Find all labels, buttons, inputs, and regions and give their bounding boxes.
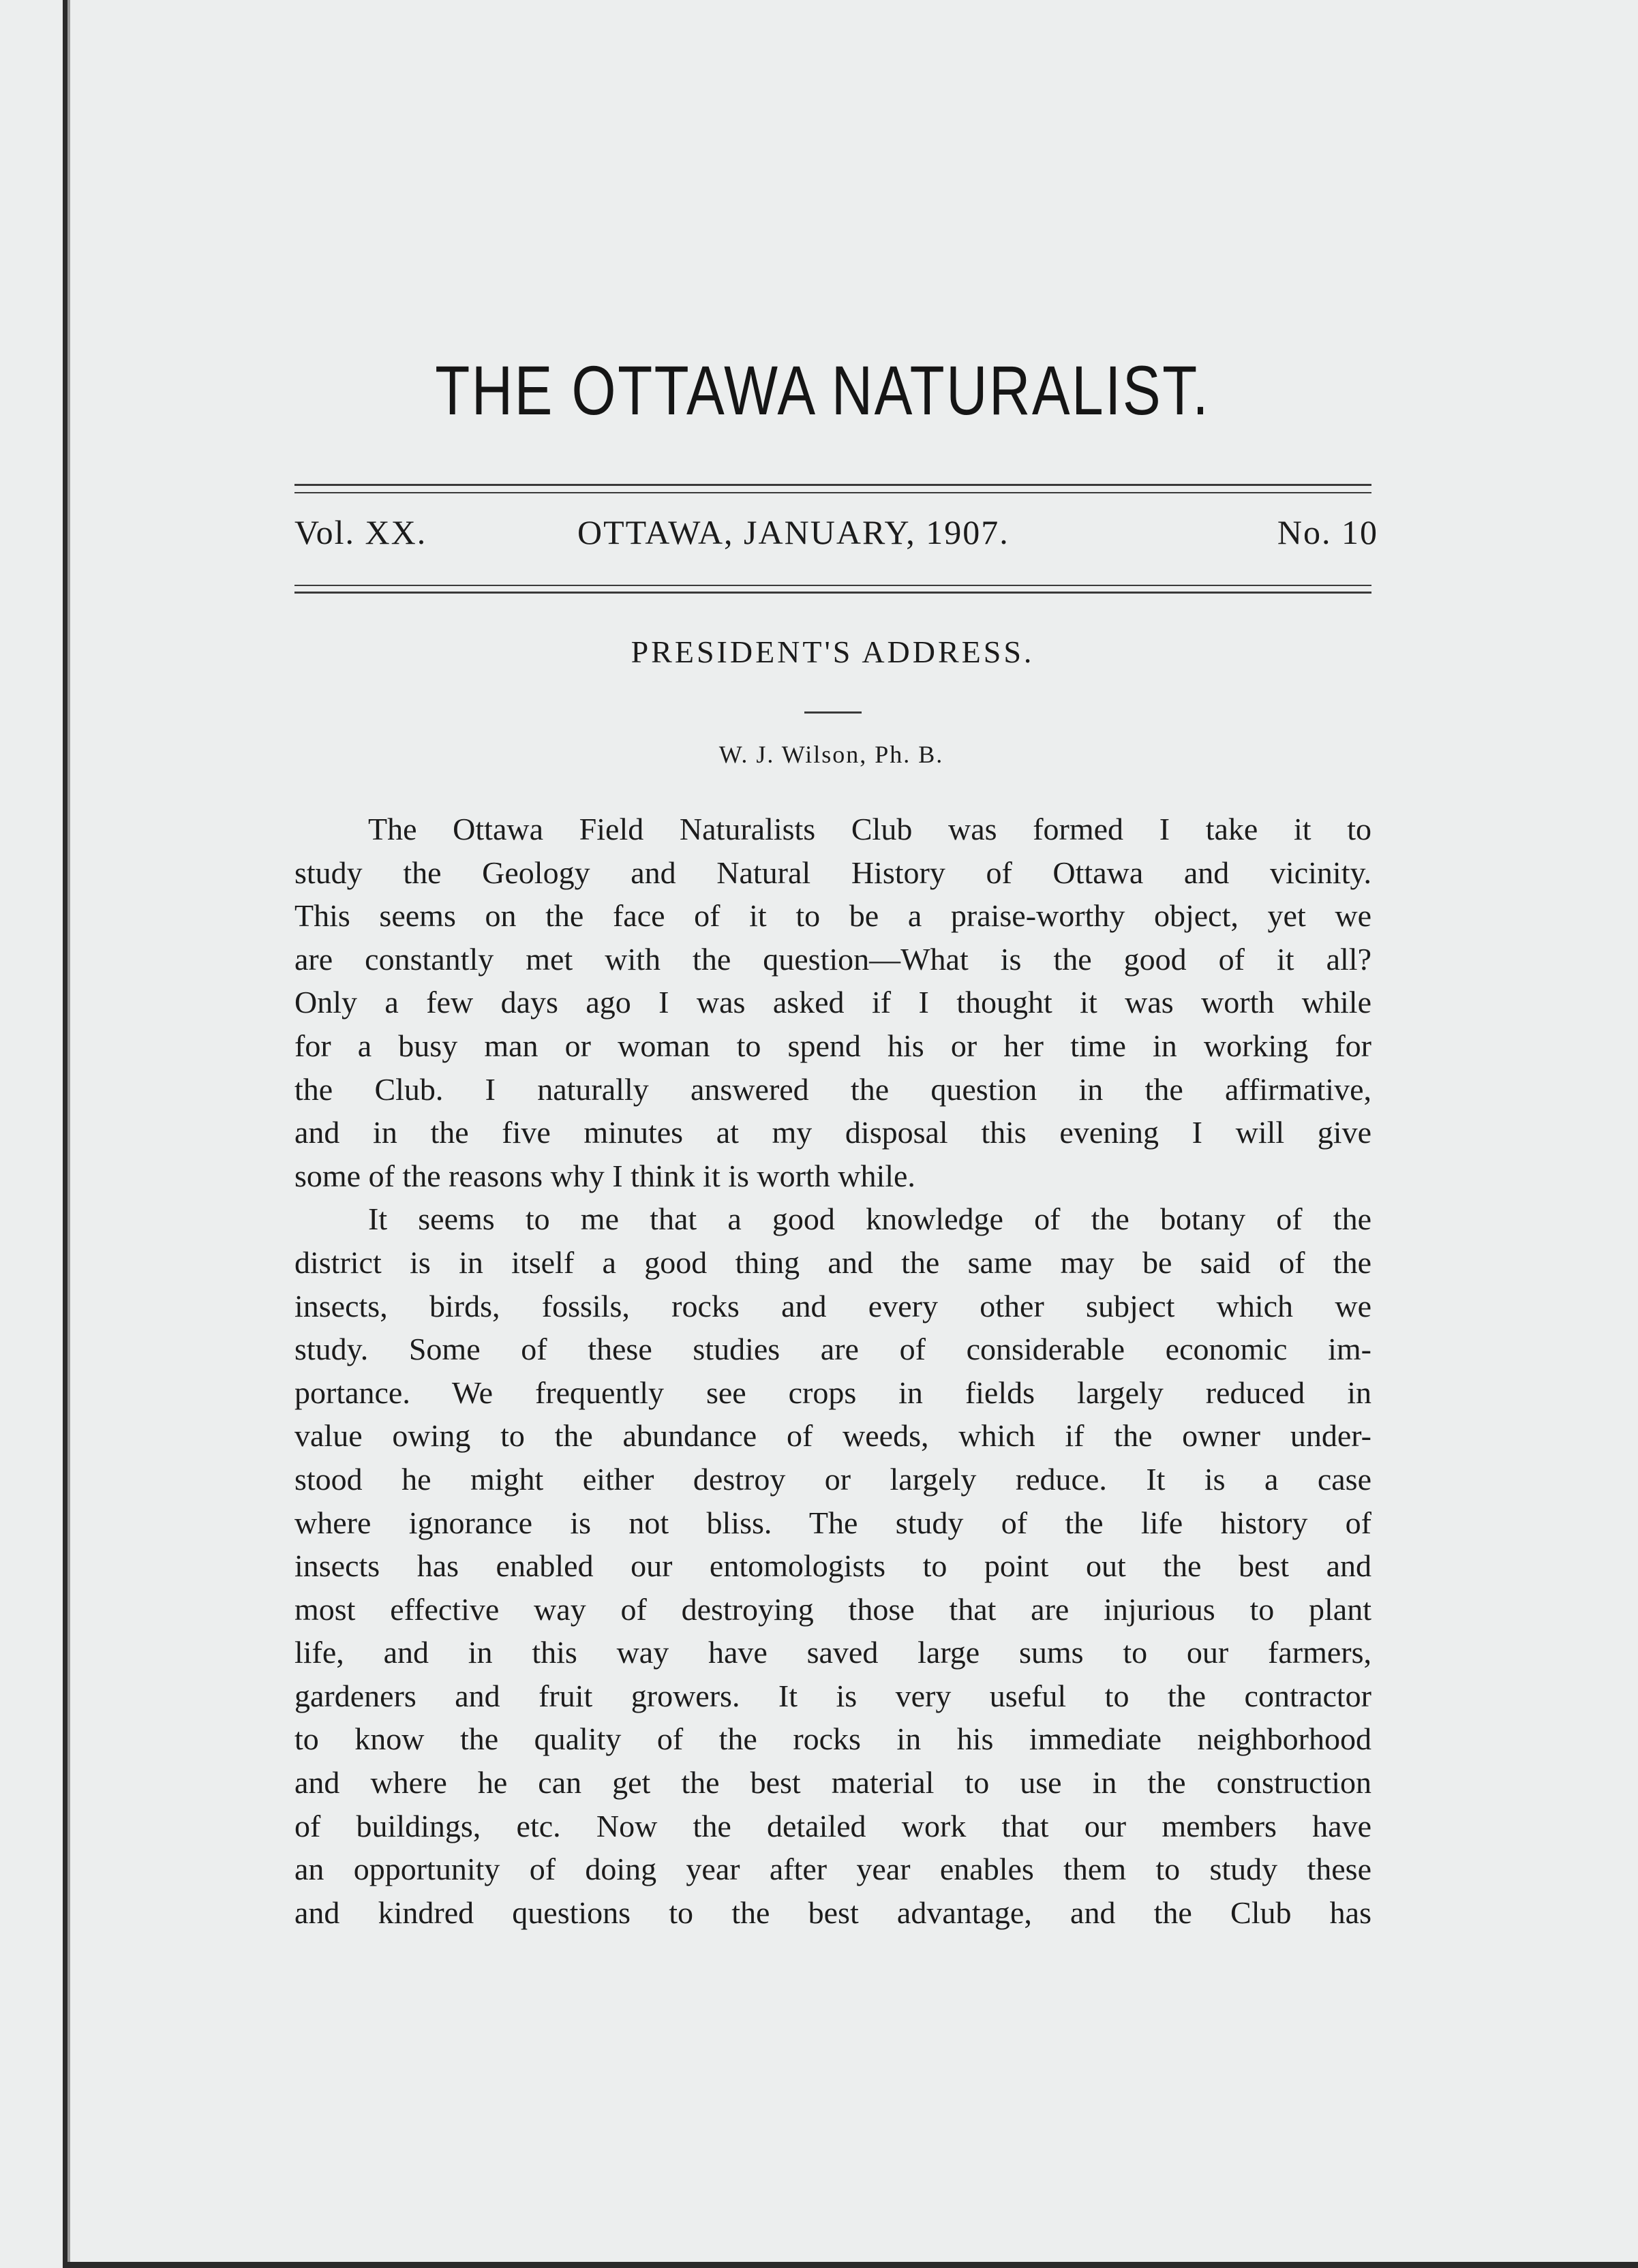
body-line: The Ottawa Field Naturalists Club was formed I take it to xyxy=(368,812,1371,846)
body-line: life, and in this way have saved large sums to our farmers, xyxy=(294,1635,1371,1670)
masthead-top-rule xyxy=(294,484,1371,486)
body-line: and kindred questions to the best advantage, and the Club has xyxy=(294,1895,1371,1930)
place-date: OTTAWA, JANUARY, 1907. xyxy=(577,513,1010,551)
body-line: value owing to the abundance of weeds, which if the owner under- xyxy=(294,1418,1371,1454)
masthead xyxy=(294,512,1378,567)
body-line: of buildings, etc. Now the detailed work that our members have xyxy=(294,1808,1371,1843)
body-line: the Club. I naturally answered the question in the affirmative, xyxy=(294,1071,1371,1107)
page-binding-shadow xyxy=(67,0,70,2268)
body-line: Only a few days ago I was asked if I thought it was worth while xyxy=(294,985,1371,1020)
masthead-top-rule-inner xyxy=(294,492,1371,493)
body-line: where ignorance is not bliss. The study of the life history of xyxy=(294,1505,1371,1540)
body-line: and in the five minutes at my disposal this evening I will give xyxy=(294,1115,1371,1150)
body-line: It seems to me that a good knowledge of the botany of the xyxy=(368,1201,1371,1237)
title-separator xyxy=(804,711,862,714)
journal-title: THE OTTAWA NATURALIST. xyxy=(435,352,1211,429)
body-line: portance. We frequently see crops in fields largely reduced in xyxy=(294,1375,1371,1410)
body-line: district is in itself a good thing and the same may be said of the xyxy=(294,1244,1371,1280)
volume-label: Vol. XX. xyxy=(294,513,427,551)
body-line: most effective way of destroying those that are injurious to plant xyxy=(294,1591,1371,1627)
body-line: and where he can get the best material to use in the construction xyxy=(294,1765,1371,1800)
body-line: an opportunity of doing year after year enables them to study these xyxy=(294,1852,1371,1887)
article-byline: W. J. Wilson, Ph. B. xyxy=(718,741,944,768)
body-line: study the Geology and Natural History of Ottawa and vicinity. xyxy=(294,855,1371,890)
body-line: for a busy man or woman to spend his or her time in working for xyxy=(294,1028,1371,1063)
masthead-bottom-rule xyxy=(294,592,1371,594)
article-title: PRESIDENT'S ADDRESS. xyxy=(631,634,1035,669)
body-line: study. Some of these studies are of considerable economic im- xyxy=(294,1332,1371,1367)
body-line: insects has enabled our entomologists to point out the best and xyxy=(294,1548,1371,1584)
page-bottom-edge xyxy=(63,2262,1638,2268)
body-line: This seems on the face of it to be a praise-worthy object, yet we xyxy=(294,898,1371,934)
page-binding-edge xyxy=(63,0,67,2268)
body-line: some of the reasons why I think it is worth while. xyxy=(294,1158,915,1193)
article-body xyxy=(294,808,1371,1934)
body-line: are constantly met with the question—What is the good of it all? xyxy=(294,941,1371,977)
body-line: to know the quality of the rocks in his immediate neighborhood xyxy=(294,1721,1371,1757)
body-line: stood he might either destroy or largely reduce. It is a case xyxy=(294,1461,1371,1497)
issue-number: No. 10 xyxy=(1277,513,1378,551)
masthead-bottom-rule-inner xyxy=(294,585,1371,586)
body-line: insects, birds, fossils, rocks and every other subject which we xyxy=(294,1288,1371,1323)
body-line: gardeners and fruit growers. It is very useful to the contractor xyxy=(294,1678,1371,1713)
